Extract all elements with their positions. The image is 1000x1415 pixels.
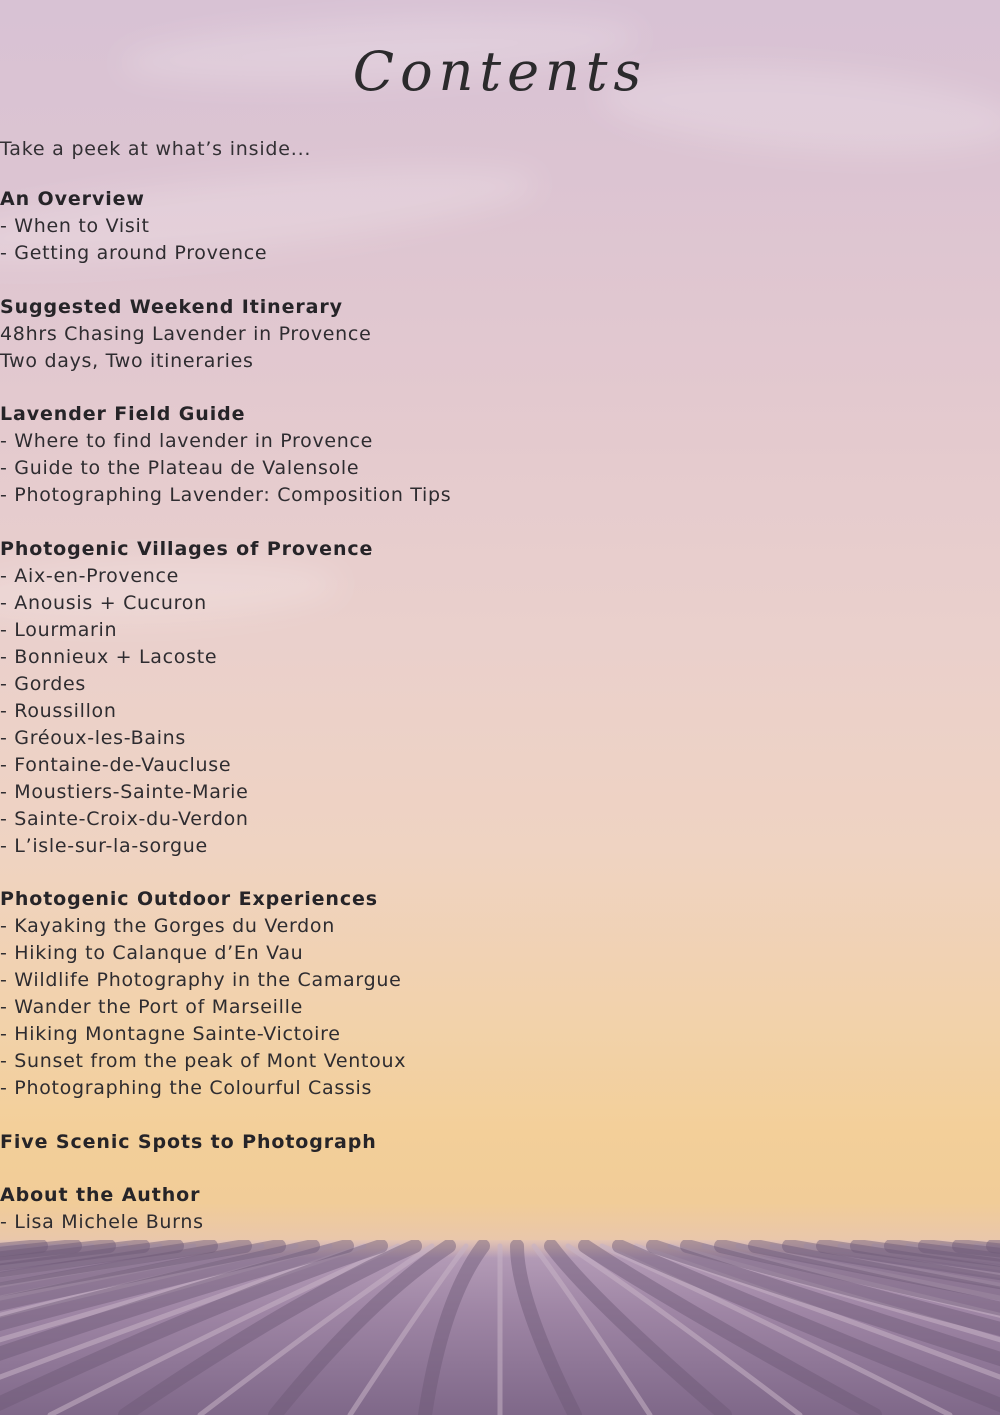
- section-item: - Bonnieux + Lacoste: [0, 645, 218, 668]
- section-item: - Fontaine-de-Vaucluse: [0, 753, 232, 776]
- section-item: - When to Visit: [0, 215, 150, 237]
- section-item: - Wildlife Photography in the Camargue: [0, 969, 402, 991]
- toc-section: [0, 1182, 1000, 1236]
- section-item: - Photographing Lavender: Composition Tips: [0, 484, 452, 506]
- section-heading: About the Author: [0, 1184, 201, 1206]
- toc-section: [0, 186, 1000, 267]
- section-item: - Sunset from the peak of Mont Ventoux: [0, 1050, 407, 1072]
- section-item: - Lourmarin: [0, 618, 118, 641]
- section-item: - Where to find lavender in Provence: [0, 430, 374, 452]
- page-title: Contents: [352, 40, 648, 103]
- toc-section: [0, 1129, 1000, 1156]
- section-heading: An Overview: [0, 188, 145, 210]
- section-item: - Moustiers-Sainte-Marie: [0, 780, 249, 803]
- toc-section: [0, 294, 1000, 375]
- section-item: - Hiking to Calanque d’En Vau: [0, 942, 304, 964]
- section-item: - Photographing the Colourful Cassis: [0, 1077, 373, 1099]
- section-heading: Lavender Field Guide: [0, 403, 246, 425]
- section-item: - L’isle-sur-la-sorgue: [0, 834, 208, 857]
- section-heading: Photogenic Villages of Provence: [0, 537, 374, 560]
- section-heading: Five Scenic Spots to Photograph: [0, 1130, 377, 1153]
- section-item: - Roussillon: [0, 699, 117, 722]
- section-item: - Hiking Montagne Sainte-Victoire: [0, 1023, 341, 1045]
- lavender-field-image: [0, 1240, 1000, 1415]
- table-of-contents: [0, 186, 1000, 1263]
- section-heading: Suggested Weekend Itinerary: [0, 295, 343, 318]
- section-item: - Getting around Provence: [0, 242, 268, 264]
- section-item: - Wander the Port of Marseille: [0, 996, 303, 1018]
- toc-section: [0, 536, 1000, 860]
- page-subtitle: Take a peek at what’s inside...: [0, 138, 312, 160]
- section-item: - Gréoux-les-Bains: [0, 726, 187, 749]
- section-item: - Sainte-Croix-du-Verdon: [0, 807, 249, 830]
- section-item: - Gordes: [0, 672, 86, 695]
- section-item: - Anousis + Cucuron: [0, 591, 207, 614]
- toc-section: [0, 401, 1000, 509]
- section-heading: Photogenic Outdoor Experiences: [0, 888, 378, 910]
- section-item: - Guide to the Plateau de Valensole: [0, 457, 360, 479]
- section-item: - Lisa Michele Burns: [0, 1211, 204, 1233]
- toc-section: [0, 886, 1000, 1102]
- section-item: 48hrs Chasing Lavender in Provence: [0, 322, 372, 345]
- section-item: - Kayaking the Gorges du Verdon: [0, 915, 335, 937]
- section-item: - Aix-en-Provence: [0, 564, 180, 587]
- section-item: Two days, Two itineraries: [0, 349, 254, 372]
